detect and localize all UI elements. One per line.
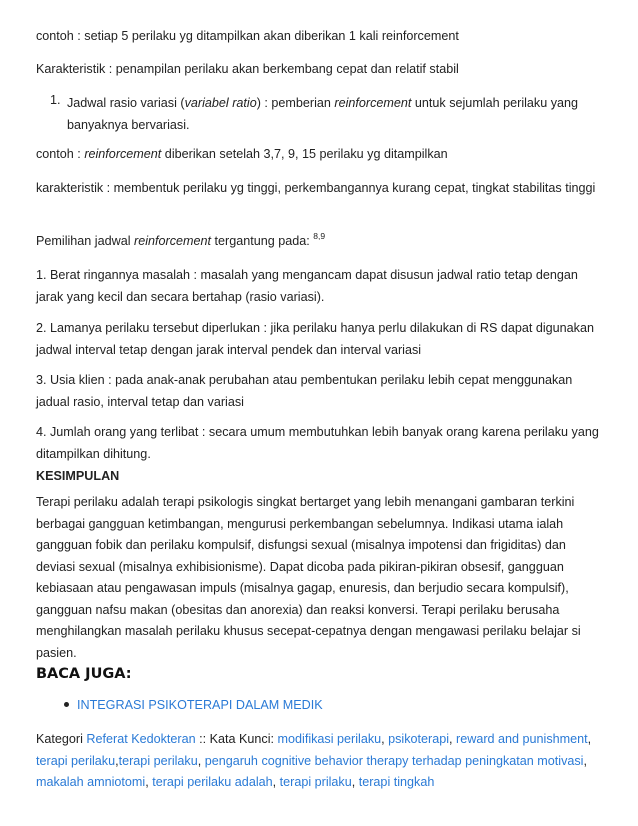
keyword-link[interactable]: terapi perilaku	[118, 753, 198, 768]
keyword-link[interactable]: terapi prilaku	[279, 775, 352, 789]
factor-paragraph-2: 2. Lamanya perilaku tersebut diperlukan : jika perilaku hanya perlu dilakukan di RS dapat digunakan jadwal interval tetap dengan jarak interval pendek dan interval variasi	[36, 321, 594, 357]
related-list-item	[64, 695, 323, 717]
keyword-link[interactable]: terapi tingkah	[358, 775, 435, 789]
keyword-link[interactable]: makalah amniotomi	[36, 775, 146, 789]
factor-paragraph-1: 1. Berat ringannya masalah : masalah yang mengancam dapat disusun jadwal ratio tetap dengan jarak yang kecil dan secara bertahap (rasio variasi).	[36, 268, 578, 304]
factor-paragraph-4: 4. Jumlah orang yang terlibat : secara umum membutuhkan lebih banyak orang karena perilaku yang ditampilkan dihitung.	[36, 425, 599, 461]
category-link[interactable]: Referat Kedokteran	[86, 732, 196, 746]
keyword-link[interactable]: terapi perilaku	[36, 753, 116, 768]
citation-superscript: 8,9	[313, 231, 326, 241]
keyword-link[interactable]: reward and punishment	[456, 732, 588, 746]
related-heading: BACA JUGA:	[36, 666, 132, 682]
example-paragraph-1: contoh : setiap 5 perilaku yg ditampilkan akan diberikan 1 kali reinforcement	[36, 29, 459, 43]
keyword-link[interactable]: terapi perilaku adalah	[152, 775, 273, 789]
ordered-list-item	[50, 93, 602, 136]
list-number: 1.	[50, 93, 61, 107]
related-link[interactable]: INTEGRASI PSIKOTERAPI DALAM MEDIK	[77, 698, 323, 712]
keyword-link[interactable]: pengaruh cognitive behavior therapy terhadap peningkatan motivasi	[204, 753, 584, 768]
schedule-selection-intro: Pemilihan jadwal reinforcement tergantung pada: $^{8,9}$	[36, 231, 326, 248]
keyword-link[interactable]: modifikasi perilaku	[277, 732, 382, 746]
list-item-text: Jadwal rasio variasi (variabel ratio) : pemberian reinforcement untuk sejumlah perilaku yang banyaknya bervariasi.	[67, 96, 579, 132]
example-paragraph-2: contoh : reinforcement diberikan setelah 3,7, 9, 15 perilaku yg ditampilkan	[36, 147, 448, 161]
factor-paragraph-3: 3. Usia klien : pada anak-anak perubahan atau pembentukan perilaku lebih cepat menggunakan jadual rasio, interval tetap dan variasi	[36, 373, 573, 409]
section-heading-kesimpulan: KESIMPULAN	[36, 469, 120, 483]
conclusion-paragraph: Terapi perilaku adalah terapi psikologis singkat bertarget yang lebih menangani gambaran terkini berbagai gangguan ketimbangan, mengurusi perkembangan sebelumnya. Indikasi utama ialah gangguan fobik dan perilaku kompulsif, disfungsi sexual (misalnya impotensi dan frigiditas) dan deviasi sexual (misalnya exhibisionisme). Dapat dicoba pada pikiran-pikiran obsesif, gangguan kebiasaan atau pengawasan impuls (misalnya gagap, enuresis, dan berjudio secara kompulsif), gangguan nafsu makan (obesitas dan anorexia) dan reaksi konversi. Terapi perilaku berusaha menghilangkan masalah perilaku khusus secepat-cepatnya dengan mengawasi perilaku belajar si pasien.	[36, 495, 581, 660]
footer-meta: Kategori Referat Kedokteran :: Kata Kunci: modifikasi perilaku, psikoterapi, reward and punishment, terapi perilaku,terapi perilaku, pengaruh cognitive behavior therapy terhadap peningkatan motivasi, makalah amniotomi, terapi perilaku adalah, terapi prilaku, terapi tingkah	[36, 732, 592, 789]
characteristic-paragraph-1: Karakteristik : penampilan perilaku akan berkembang cepat dan relatif stabil	[36, 62, 459, 76]
characteristic-paragraph-2: karakteristik : membentuk perilaku yg tinggi, perkembangannya kurang cepat, tingkat stabilitas tinggi	[36, 181, 596, 195]
keyword-link[interactable]: psikoterapi	[388, 732, 450, 746]
bullet-icon	[64, 702, 69, 707]
